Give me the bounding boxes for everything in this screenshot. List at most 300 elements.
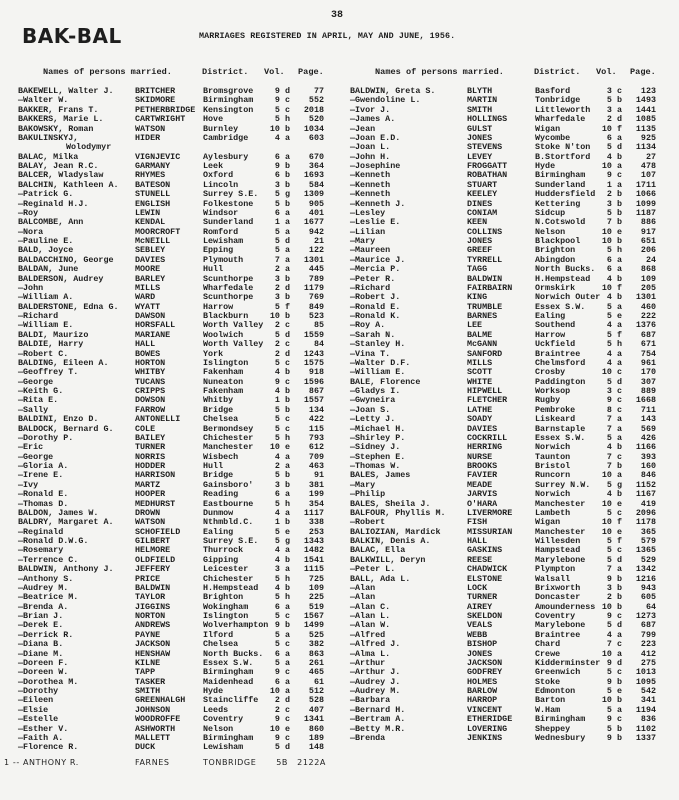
entry-page: 849: [308, 301, 324, 312]
entry-name: — Gloria A.: [18, 462, 68, 471]
entry-name: — Lesley: [350, 209, 385, 218]
entry-vol: 9 b: [606, 676, 622, 687]
entry-page: 393: [640, 451, 656, 462]
entry-spouse: BATESON: [135, 179, 171, 190]
entry-spouse: BROOKS: [467, 461, 498, 471]
entry-spouse: ROBATHAN: [467, 170, 508, 181]
entry-page: 160: [640, 461, 656, 471]
entry-district: Birmingham: [535, 714, 586, 725]
column-header: [350, 67, 672, 81]
entry-name: — Audrey M.: [18, 584, 68, 593]
entry-spouse: KILNE: [135, 657, 161, 668]
entry-page: 1693: [303, 170, 324, 181]
entry-name: — Brenda A.: [18, 603, 68, 612]
entry-page: 579: [640, 536, 656, 546]
entry-name: — Shirley P.: [350, 434, 405, 443]
entry-district: Chard: [535, 639, 561, 650]
entry-vol: 10 b: [601, 236, 622, 246]
entry-page: 1095: [635, 676, 656, 687]
entry-spouse: DUCK: [135, 742, 156, 753]
entry-name: BALES, Sheila J.: [350, 498, 431, 509]
entry-page: 2018: [303, 104, 324, 115]
entry-vol: 4 b: [274, 582, 290, 593]
entry-vol: 4 b: [606, 292, 622, 303]
entry-vol: 2 b: [606, 189, 622, 200]
entry-page: 687: [640, 620, 656, 631]
entry-page: 1166: [635, 442, 656, 453]
header-names: Names of persons married.: [43, 67, 172, 77]
entry-name: — Keith G.: [18, 387, 63, 396]
entry-district: Sidcup: [535, 207, 566, 218]
entry-district: Bromsgrove: [203, 86, 254, 96]
entry-name: — Reginald H.J.: [18, 200, 88, 209]
entry-spouse: CHADWICK: [467, 564, 508, 575]
entry-district: Islington: [203, 611, 249, 621]
entry-district: Amounderness: [535, 601, 596, 612]
entry-district: Tonbridge: [535, 95, 581, 106]
entry-name: — Pauline E.: [18, 237, 73, 246]
entry-page: 2122A: [297, 757, 326, 767]
table-row: [350, 134, 672, 143]
entry-district: Dunmow: [203, 507, 234, 518]
entry-page: 836: [640, 714, 656, 725]
entry-vol: 5 c: [606, 545, 622, 556]
entry-vol: 9 d: [274, 86, 290, 96]
entry-vol: 5 a: [606, 432, 622, 443]
entry-spouse: MEADE: [467, 479, 493, 490]
entry-spouse: BLYTH: [467, 86, 493, 96]
entry-name: — Stanley H.: [350, 340, 405, 349]
entry-vol: 6 a: [274, 207, 290, 218]
entry-district: Brighton: [535, 245, 576, 256]
entry-name: BALDING, Eileen A.: [18, 357, 109, 368]
entry-page: 223: [640, 639, 656, 650]
entry-district: Gainsboro': [203, 479, 254, 490]
entry-vol: 5 e: [606, 686, 622, 696]
entry-vol: 5 c: [274, 414, 290, 425]
entry-name: — Ronald E.: [350, 303, 400, 312]
entry-page: 122: [308, 245, 324, 256]
entry-name: — Doreen W.: [18, 668, 68, 677]
entry-spouse: MALLETT: [135, 732, 171, 743]
entry-district: Hull: [203, 461, 224, 471]
entry-spouse: SANFORD: [467, 348, 503, 359]
entry-district: Ealing: [535, 311, 566, 321]
entry-vol: 1 b: [274, 395, 290, 406]
entry-vol: 5 c: [274, 423, 290, 434]
entry-page: 21: [313, 236, 324, 246]
page-number: 38: [331, 10, 344, 21]
entry-district: Hampstead: [535, 545, 581, 556]
entry-district: Nelson: [203, 723, 234, 734]
entry-spouse: HARRISON: [135, 470, 176, 481]
entry-spouse: FROGGATT: [467, 161, 508, 171]
table-row: [18, 603, 340, 612]
entry-page: 1557: [303, 395, 324, 406]
entry-name: — George: [18, 378, 53, 387]
entry-vol: 4 b: [606, 273, 622, 284]
entry-district: Hyde: [535, 161, 556, 171]
entry-spouse: DROWN: [135, 507, 161, 518]
entry-vol: 7 c: [606, 451, 622, 462]
table-row: [350, 265, 672, 274]
entry-district: Crewe: [535, 648, 561, 659]
table-row: [18, 275, 340, 284]
entry-district: Braintree: [535, 629, 581, 640]
entry-page: 1134: [635, 142, 656, 153]
table-row: [350, 725, 672, 734]
entry-vol: 2 c: [274, 704, 290, 715]
entry-page: 85: [313, 320, 324, 331]
entry-vol: 10 b: [269, 123, 290, 134]
entry-name: BALD, Joyce: [18, 245, 74, 256]
entry-vol: 9 b: [274, 161, 290, 171]
entry-district: Barton: [535, 695, 566, 706]
entry-name: — Ronald D.W.G.: [18, 537, 88, 546]
entry-spouse: GREENHALGH: [135, 695, 186, 706]
entry-spouse: ASHWORTH: [135, 723, 176, 734]
entry-spouse: MEDHURST: [135, 498, 176, 509]
entry-vol: 6 b: [274, 170, 290, 181]
entry-spouse: HALL: [467, 536, 488, 546]
entry-vol: 5 d: [274, 742, 290, 753]
header-page: Page.: [630, 67, 656, 77]
entry-page: 1559: [303, 329, 324, 340]
entry-district: Hove: [203, 114, 224, 125]
entry-page: 123: [640, 86, 656, 96]
entry-page: 1575: [303, 357, 324, 368]
entry-page: 523: [308, 311, 324, 321]
entry-vol: 2 d: [606, 114, 622, 125]
entry-vol: 6 a: [274, 601, 290, 612]
entry-district: N.Cotswold: [535, 217, 586, 228]
entry-spouse: JACKSON: [135, 639, 171, 650]
entry-spouse: HARROP: [467, 695, 498, 706]
entry-spouse: ANTONELLI: [135, 414, 181, 425]
entry-page: 754: [640, 348, 656, 359]
entry-spouse: KENDAL: [135, 217, 166, 228]
entry-district: Manchester: [535, 526, 586, 537]
header-page: Page.: [298, 67, 324, 77]
entry-vol: 2 a: [274, 461, 290, 471]
table-row: [18, 725, 340, 734]
entry-page: 860: [308, 723, 324, 734]
entry-spouse: HIPWELL: [467, 386, 503, 396]
entry-vol: 2 d: [274, 695, 290, 706]
entry-name: — Joan L.: [350, 143, 390, 152]
entry-page: 365: [640, 526, 656, 537]
entry-page: 1179: [303, 282, 324, 293]
entry-vol: 10 a: [601, 470, 622, 481]
handwritten-entry: [4, 757, 340, 767]
entry-district: Hull: [203, 264, 224, 275]
entry-name: — Robert J.: [350, 293, 400, 302]
entry-name: — Philip: [350, 490, 385, 499]
entry-vol: 5 b: [606, 95, 622, 106]
entry-page: 1135: [635, 123, 656, 134]
entry-spouse: FARNES: [135, 757, 170, 767]
entry-district: Scunthorpe: [203, 292, 254, 303]
entry-name: BALE, Florence: [350, 376, 421, 387]
entry-page: 671: [640, 339, 656, 350]
entry-district: Liskeard: [535, 414, 576, 425]
table-row: [350, 106, 672, 115]
entry-spouse: BRITCHER: [135, 86, 176, 96]
entry-page: 84: [313, 339, 324, 350]
entry-vol: 5 h: [606, 339, 622, 350]
entry-name: — Kenneth: [350, 181, 390, 190]
entry-spouse: MOORE: [135, 264, 161, 275]
entry-page: 338: [308, 517, 324, 528]
entry-spouse: DINES: [467, 198, 493, 209]
entry-page: 889: [640, 386, 656, 396]
entry-district: Whitby: [203, 395, 234, 406]
entry-vol: 4 a: [274, 451, 290, 462]
entry-name: — Florence R.: [18, 743, 78, 752]
entry-name: — Faith A.: [18, 734, 63, 743]
entry-page: 109: [640, 273, 656, 284]
entry-spouse: McGANN: [467, 339, 498, 350]
index-range: BAK-BAL: [22, 24, 122, 48]
entry-vol: 5B: [276, 757, 288, 767]
entry-vol: 9 d: [606, 657, 622, 668]
entry-district: Worth Valley: [203, 320, 264, 331]
entry-spouse: JOHNSON: [135, 704, 171, 715]
entry-district: Birmingham: [535, 170, 586, 181]
entry-page: 1342: [635, 564, 656, 575]
entry-district: Southend: [535, 320, 576, 331]
entry-vol: 5 h: [274, 432, 290, 443]
table-row: [350, 509, 672, 518]
entry-vol: 1 b: [274, 517, 290, 528]
entry-name: — Kenneth J.: [350, 200, 405, 209]
table-row: [18, 434, 340, 443]
entry-name: — Patrick G.: [18, 190, 73, 199]
entry-page: 1301: [635, 292, 656, 303]
entry-page: 61: [313, 676, 324, 687]
entry-spouse: FLETCHER: [467, 395, 508, 406]
entry-vol: 5 b: [274, 470, 290, 481]
entry-page: 261: [308, 657, 324, 668]
entry-name: — Alan: [350, 584, 375, 593]
entry-spouse: LEWIN: [135, 207, 161, 218]
entry-spouse: DOWSON: [135, 395, 166, 406]
entry-name: BALAY, Jean R.C.: [18, 161, 99, 171]
entry-page: 199: [308, 489, 324, 500]
entry-name: BALDWIN, Anthony J.: [18, 564, 114, 575]
entry-district: Littleworth: [535, 104, 591, 115]
entry-vol: 2 d: [274, 348, 290, 359]
entry-district: Abingdon: [535, 254, 576, 265]
entry-district: Worksop: [535, 386, 571, 396]
entry-name: — Thomas W.: [350, 462, 400, 471]
entry-spouse: GARMANY: [135, 161, 171, 171]
entry-district: Blackpool: [535, 236, 581, 246]
entry-name: BAKKERS, Marie L.: [18, 114, 104, 125]
entry-vol: 7 b: [606, 461, 622, 471]
entry-district: Coventry: [535, 611, 576, 621]
entry-vol: 9 c: [274, 376, 290, 387]
entry-spouse: SKIDMORE: [135, 95, 176, 106]
entry-page: 793: [308, 432, 324, 443]
entry-page: 170: [640, 367, 656, 378]
entry-page: 612: [308, 442, 324, 453]
entry-district: Plympton: [535, 564, 576, 575]
entry-page: 512: [308, 686, 324, 696]
entry-spouse: DAVIES: [467, 423, 498, 434]
entry-spouse: AIREY: [467, 601, 493, 612]
entry-name: BALDERSTONE, Edna G.: [18, 301, 119, 312]
entry-spouse: WHITBY: [135, 367, 166, 378]
entry-vol: 5 d: [274, 329, 290, 340]
entry-district: Eastbourne: [203, 498, 254, 509]
entry-vol: 6 a: [606, 264, 622, 275]
left-entries: [18, 87, 340, 753]
entry-spouse: SOADY: [467, 414, 493, 425]
entry-page: 1194: [635, 704, 656, 715]
entry-vol: 6 a: [274, 676, 290, 687]
entry-district: Manchester: [535, 498, 586, 509]
entry-page: 925: [640, 132, 656, 143]
header-names: Names of persons married.: [375, 67, 504, 77]
entry-district: W.Ham: [535, 704, 561, 715]
entry-district: Sheppey: [535, 723, 571, 734]
entry-district: Harrow: [535, 329, 566, 340]
entry-name: — Robert: [350, 518, 385, 527]
entry-district: Folkestone: [203, 198, 254, 209]
entry-page: 275: [640, 657, 656, 668]
entry-spouse: LIVERMORE: [467, 507, 513, 518]
entry-spouse: NORTON: [135, 611, 166, 621]
entry-page: 2096: [635, 507, 656, 518]
entry-spouse: FISH: [467, 517, 488, 528]
entry-spouse: MILLS: [135, 282, 161, 293]
entry-page: 1677: [303, 217, 324, 228]
entry-page: 463: [308, 461, 324, 471]
entry-district: Thurrock: [203, 545, 244, 556]
entry-district: York: [203, 348, 224, 359]
entry-vol: 6 a: [274, 151, 290, 162]
entry-name: — Doreen F.: [18, 659, 68, 668]
entry-page: 1482: [303, 545, 324, 556]
entry-name: BALDACCHINO, George: [18, 254, 114, 265]
entry-vol: 2 c: [274, 320, 290, 331]
entry-name: — Sidney J.: [350, 443, 400, 452]
entry-page: 206: [640, 245, 656, 256]
table-row: [350, 612, 672, 621]
entry-spouse: HORSFALL: [135, 320, 176, 331]
entry-page: 519: [308, 601, 324, 612]
entry-vol: 5 f: [606, 536, 622, 546]
entry-page: 1365: [635, 545, 656, 556]
entry-name: — Bernard H.: [350, 706, 405, 715]
entry-page: 115: [308, 423, 324, 434]
entry-page: 412: [640, 648, 656, 659]
entry-district: Basford: [535, 86, 571, 96]
entry-spouse: HERRING: [467, 442, 503, 453]
entry-name: — Betty M.R.: [350, 725, 405, 734]
entry-district: Wolverhampton: [203, 620, 269, 631]
entry-name: — Mary: [350, 237, 375, 246]
entry-name: — Kenneth: [350, 190, 390, 199]
entry-page: 584: [308, 179, 324, 190]
entry-vol: 5 f: [606, 329, 622, 340]
entry-vol: 4 a: [606, 629, 622, 640]
entry-name: — Derek E.: [18, 621, 63, 630]
entry-vol: 3 b: [274, 179, 290, 190]
entry-district: Nthmbld.C.: [203, 517, 254, 528]
entry-page: 943: [640, 582, 656, 593]
entry-district: Essex S.W.: [535, 301, 586, 312]
table-row: [18, 612, 340, 621]
entry-district: Romford: [203, 226, 239, 237]
table-row: [350, 584, 672, 593]
table-row: [350, 340, 672, 349]
entry-vol: 1 a: [274, 217, 290, 228]
entry-name: — Vina T.: [350, 350, 390, 359]
entry-district: Taunton: [535, 451, 571, 462]
entry-page: 1541: [303, 554, 324, 565]
entry-name: — Anthony S.: [18, 575, 73, 584]
entry-vol: 9 c: [606, 611, 622, 621]
table-row: [350, 406, 672, 415]
entry-name: — Irene E.: [18, 471, 63, 480]
entry-vol: 10 a: [601, 648, 622, 659]
entry-page: 1441: [635, 104, 656, 115]
entry-spouse: ETHERIDGE: [467, 714, 513, 725]
entry-name: BALAC, Ella: [350, 545, 406, 556]
entry-name: — Stephen E.: [350, 453, 405, 462]
entry-district: B.Stortford: [535, 151, 591, 162]
entry-page: 603: [308, 132, 324, 143]
entry-page: 307: [640, 376, 656, 387]
entry-name: — Dorothy: [18, 687, 58, 696]
entry-name: — Dorothy P.: [18, 434, 73, 443]
entry-vol: 5 h: [274, 592, 290, 603]
entry-spouse: WARD: [135, 292, 156, 303]
entry-vol: 3 c: [606, 386, 622, 396]
entry-page: 1216: [635, 573, 656, 584]
entry-spouse: KEELEY: [467, 189, 498, 200]
table-row: [350, 396, 672, 405]
entry-name: — Sally: [18, 406, 48, 415]
entry-page: 1115: [303, 564, 324, 575]
entry-district: Chelsea: [203, 414, 239, 425]
entry-district: Ealing: [203, 526, 234, 537]
entry-name: BALCOMBE, Ann: [18, 217, 84, 228]
entry-name: BALAC, Milka: [18, 151, 79, 162]
table-row: [350, 200, 672, 209]
entry-page: 867: [308, 386, 324, 396]
entry-vol: 4 a: [274, 545, 290, 556]
entry-name: — Ivor J.: [350, 106, 390, 115]
entry-vol: 3 b: [274, 273, 290, 284]
entry-name: — James A.: [350, 115, 395, 124]
entry-district: Burnley: [203, 123, 239, 134]
entry-spouse: BARLOW: [467, 686, 498, 696]
entry-district: Lewisham: [203, 742, 244, 753]
entry-district: Fakenham: [203, 367, 244, 378]
entry-spouse: MARIANE: [135, 329, 171, 340]
entry-district: Leicester: [203, 564, 249, 575]
entry-name: BALCHIN, Kathleen A.: [18, 179, 119, 190]
entry-vol: 1 a: [606, 179, 622, 190]
entry-vol: 4 a: [274, 132, 290, 143]
entry-vol: 9 b: [606, 732, 622, 743]
entry-page: 846: [640, 470, 656, 481]
entry-district: Staincliffe: [203, 695, 259, 706]
entry-name: 1 -- ANTHONY R.: [4, 757, 79, 767]
